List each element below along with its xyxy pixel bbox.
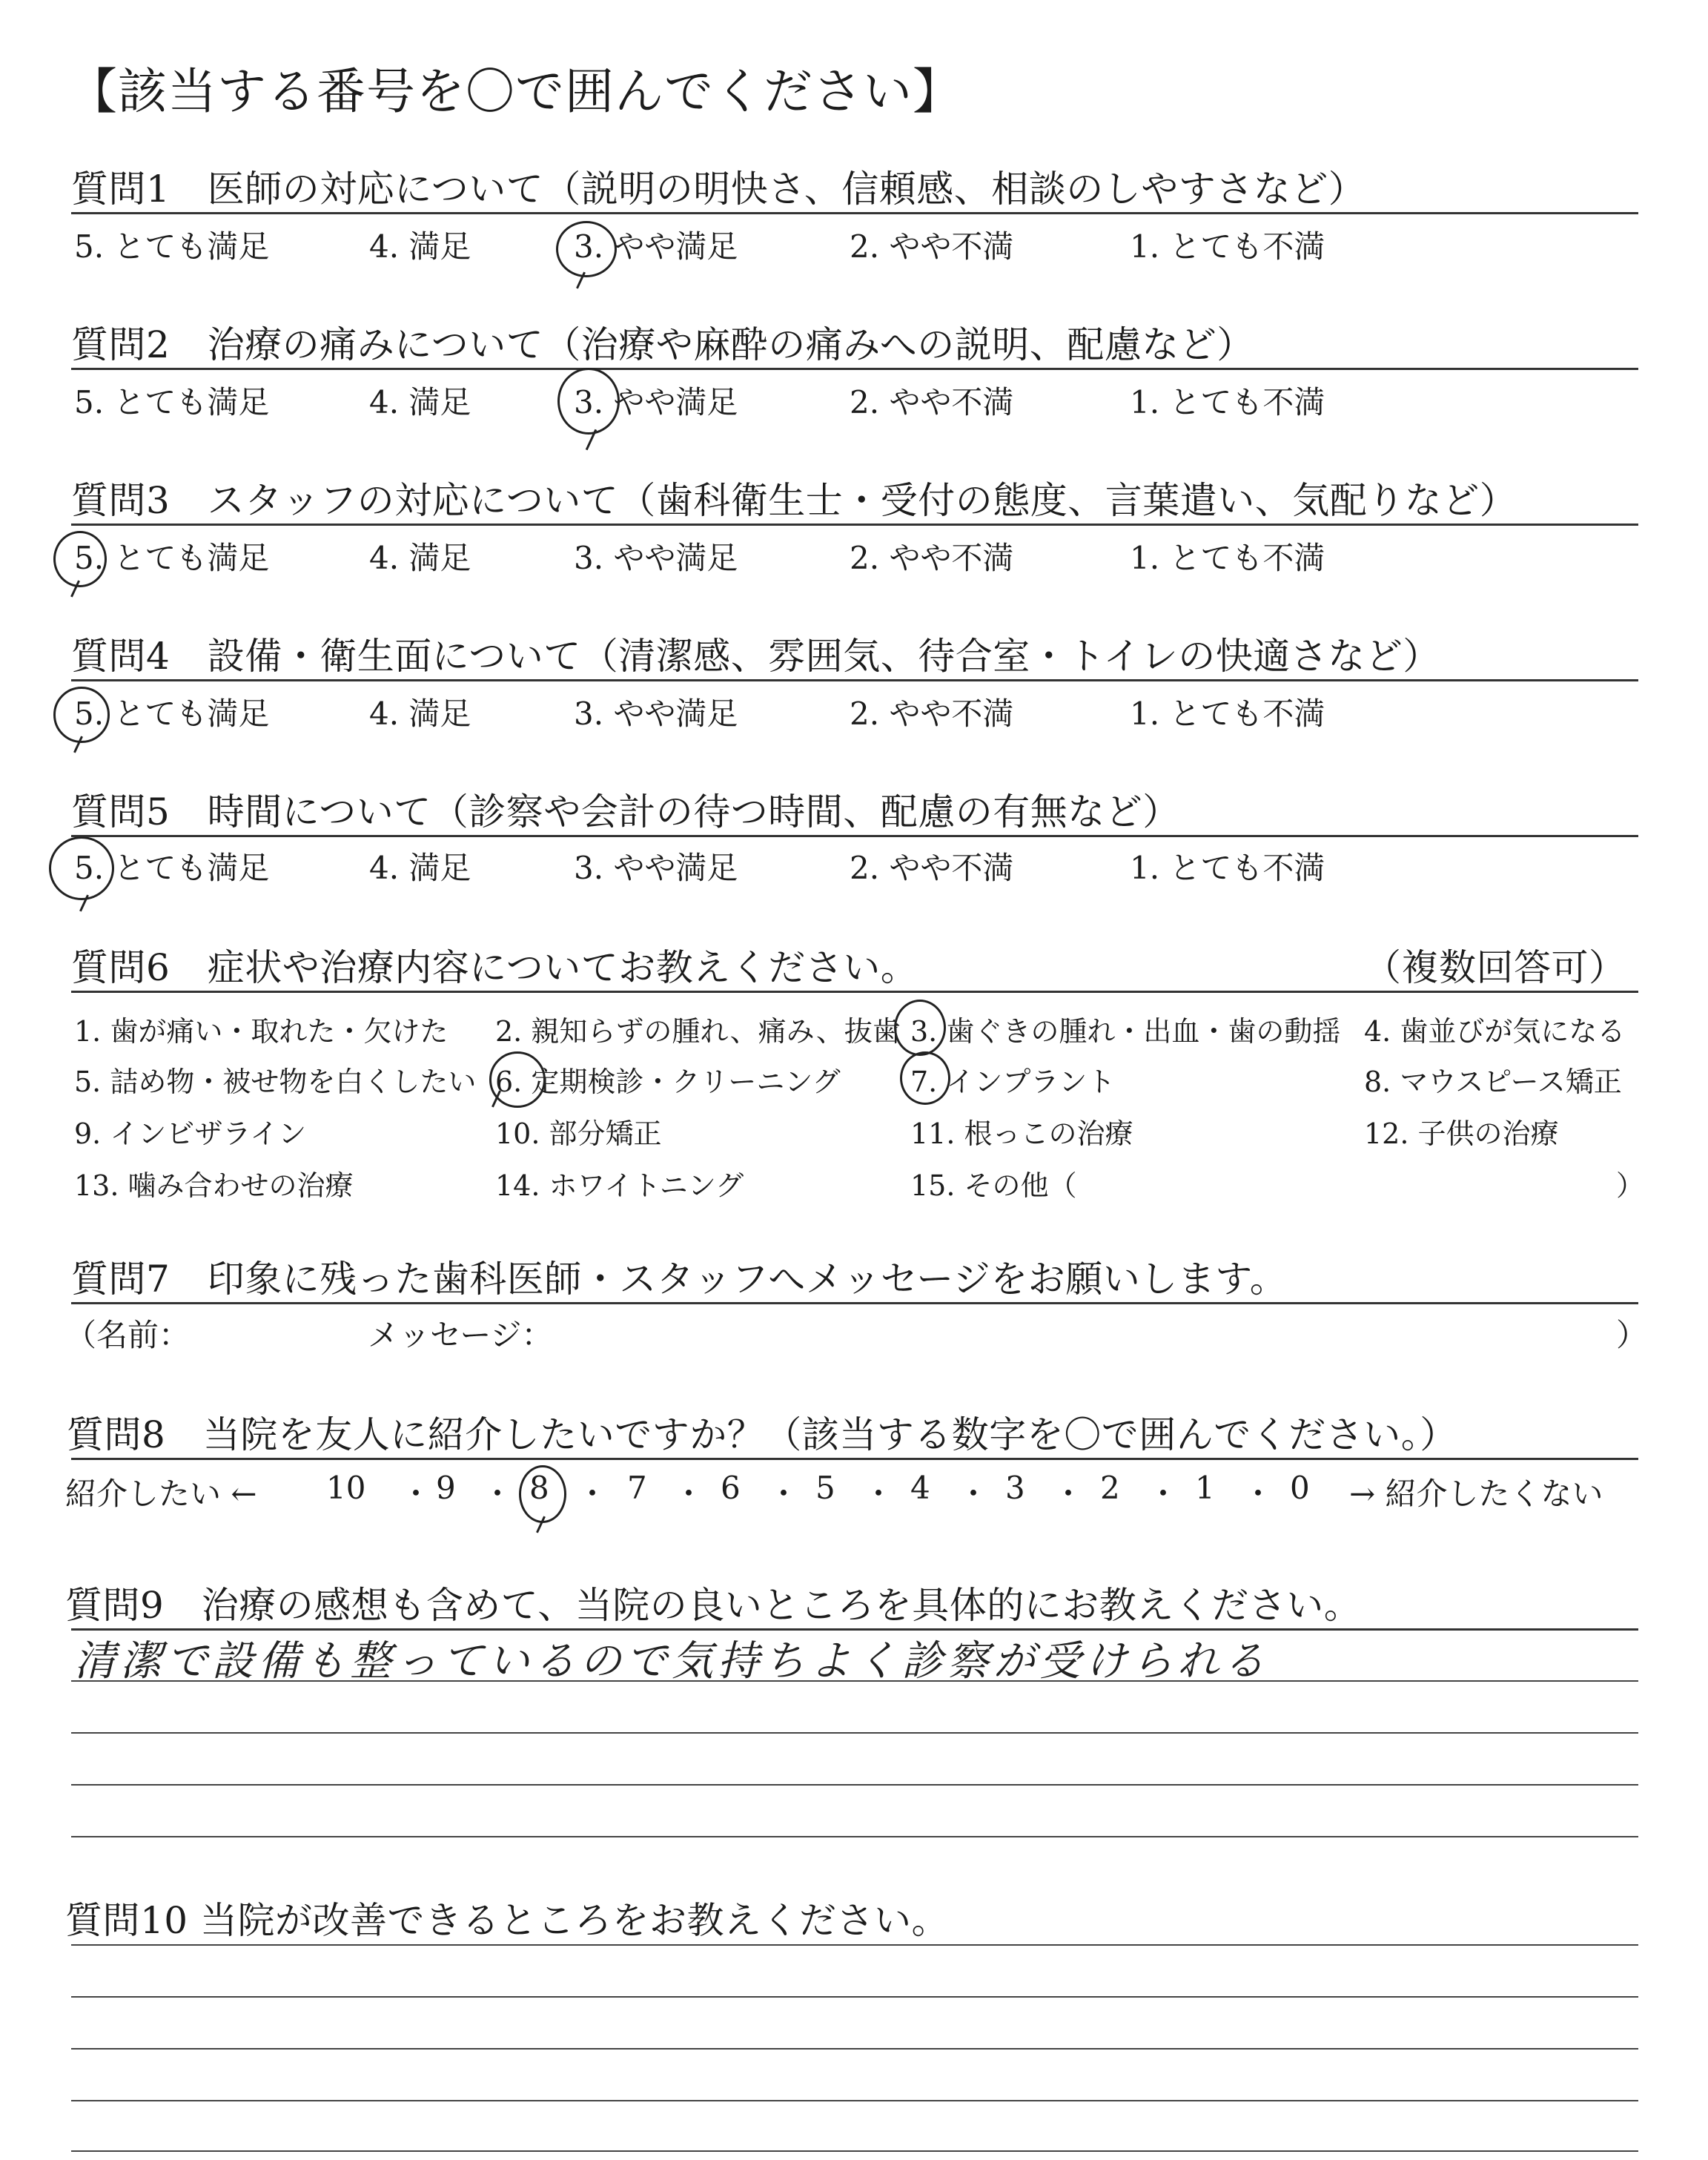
q10-rule-3	[71, 2048, 1638, 2050]
q4-option-3[interactable]: 3. やや満足	[574, 696, 738, 732]
q6-note: （複数回答可）	[1364, 946, 1626, 989]
q4-option-1[interactable]: 1. とても不満	[1130, 696, 1325, 732]
q6-option-10[interactable]: 10. 部分矯正	[495, 1117, 662, 1150]
q6-option-14[interactable]: 14. ホワイトニング	[495, 1169, 744, 1202]
q5-title: 質問5 時間について（診察や会計の待つ時間、配慮の有無など）	[71, 790, 1180, 833]
q5-option-5[interactable]: 5. とても満足	[74, 850, 270, 886]
q6-option-8[interactable]: 8. マウスピース矯正	[1364, 1066, 1622, 1098]
q6-title: 質問6 症状や治療内容についてお教えください。	[71, 946, 918, 989]
q8-score-0[interactable]: 0	[1290, 1470, 1310, 1506]
q1-option-2[interactable]: 2. やや不満	[850, 228, 1014, 265]
q8-sep: ・	[673, 1476, 705, 1512]
q3-option-1[interactable]: 1. とても不満	[1130, 540, 1325, 576]
q8-sep: ・	[1242, 1476, 1274, 1512]
q8-sep: ・	[958, 1476, 990, 1512]
q1-option-4[interactable]: 4. 満足	[369, 228, 471, 265]
q4-option-2[interactable]: 2. やや不満	[850, 696, 1014, 732]
q6-selection-circle-7	[900, 1051, 950, 1105]
q8-score-1[interactable]: 1	[1195, 1470, 1215, 1506]
q6-option-1[interactable]: 1. 歯が痛い・取れた・欠けた	[74, 1015, 448, 1048]
q9-rule-4	[71, 1784, 1638, 1786]
q6-option-9[interactable]: 9. インビザライン	[74, 1117, 307, 1150]
q6-selection-circle-3	[894, 1000, 946, 1056]
q8-score-9[interactable]: 9	[436, 1470, 456, 1506]
q6-option-3[interactable]: 3. 歯ぐきの腫れ・出血・歯の動揺	[910, 1015, 1341, 1048]
q3-rule	[71, 524, 1638, 526]
q10-rule-5	[71, 2150, 1638, 2152]
q3-option-2[interactable]: 2. やや不満	[850, 540, 1014, 576]
q10-rule-1	[71, 1944, 1638, 1946]
q4-rule	[71, 679, 1638, 681]
q2-option-5[interactable]: 5. とても満足	[74, 384, 270, 420]
q8-sep: ・	[400, 1476, 432, 1512]
q8-score-6[interactable]: 6	[721, 1470, 741, 1506]
q3-title: 質問3 スタッフの対応について（歯科衛生士・受付の態度、言葉遣い、気配りなど）	[71, 479, 1517, 522]
q8-score-8[interactable]: 8	[529, 1470, 549, 1506]
q1-title: 質問1 医師の対応について（説明の明快さ、信頼感、相談のしやすさなど）	[71, 168, 1366, 211]
q6-selection-circle-6	[489, 1051, 546, 1108]
q1-option-5[interactable]: 5. とても満足	[74, 228, 270, 265]
q2-option-3[interactable]: 3. やや満足	[574, 384, 738, 420]
q1-option-1[interactable]: 1. とても不満	[1130, 228, 1325, 265]
q2-option-4[interactable]: 4. 満足	[369, 384, 471, 420]
q3-option-5[interactable]: 5. とても満足	[74, 540, 270, 576]
q8-score-10[interactable]: 10	[326, 1470, 366, 1506]
q5-rule	[71, 835, 1638, 837]
q5-option-3[interactable]: 3. やや満足	[574, 850, 738, 886]
q4-option-4[interactable]: 4. 満足	[369, 696, 471, 732]
q5-option-4[interactable]: 4. 満足	[369, 850, 471, 886]
q1-selection-circle	[556, 221, 617, 277]
q3-option-4[interactable]: 4. 満足	[369, 540, 471, 576]
q3-option-3[interactable]: 3. やや満足	[574, 540, 738, 576]
q8-sep: ・	[1053, 1476, 1085, 1512]
q2-option-1[interactable]: 1. とても不満	[1130, 384, 1325, 420]
q8-sep: ・	[768, 1476, 800, 1512]
q6-option-15[interactable]: 15. その他（	[910, 1169, 1077, 1202]
q8-rule	[71, 1458, 1638, 1460]
q2-rule	[71, 368, 1638, 370]
q9-rule-2	[71, 1680, 1638, 1682]
q6-option-11[interactable]: 11. 根っこの治療	[910, 1117, 1133, 1150]
q10-title: 質問10 当院が改善できるところをお教えください。	[65, 1899, 950, 1942]
q6-option-13[interactable]: 13. 噛み合わせの治療	[74, 1169, 354, 1202]
q5-option-2[interactable]: 2. やや不満	[850, 850, 1014, 886]
q9-title: 質問9 治療の感想も含めて、当院の良いところを具体的にお教えください。	[65, 1584, 1362, 1627]
q10-rule-2	[71, 1996, 1638, 1998]
q6-option-2[interactable]: 2. 親知らずの腫れ、痛み、抜歯	[495, 1015, 901, 1048]
q6-option-6[interactable]: 6. 定期検診・クリーニング	[495, 1066, 841, 1098]
q8-score-3[interactable]: 3	[1005, 1470, 1025, 1506]
q6-option-12[interactable]: 12. 子供の治療	[1364, 1117, 1559, 1150]
q8-sep: ・	[1148, 1476, 1179, 1512]
q6-option-7[interactable]: 7. インプラント	[910, 1066, 1116, 1098]
q4-option-5[interactable]: 5. とても満足	[74, 696, 270, 732]
q6-option-5[interactable]: 5. 詰め物・被せ物を白くしたい	[74, 1066, 477, 1098]
q6-other-close-paren: ）	[1616, 1169, 1645, 1202]
q8-sep: ・	[482, 1476, 514, 1512]
q10-rule-4	[71, 2100, 1638, 2101]
q8-score-2[interactable]: 2	[1100, 1470, 1120, 1506]
q7-title: 質問7 印象に残った歯科医師・スタッフへメッセージをお願いします。	[71, 1258, 1288, 1301]
q6-option-4[interactable]: 4. 歯並びが気になる	[1364, 1015, 1626, 1048]
q7-close-paren: ）	[1616, 1317, 1648, 1353]
q1-option-3[interactable]: 3. やや満足	[574, 228, 738, 265]
q8-selection-circle	[519, 1465, 566, 1523]
q8-title: 質問8 当院を友人に紹介したいですか？（該当する数字を〇で囲んでください。）	[67, 1413, 1457, 1456]
q8-sep: ・	[863, 1476, 895, 1512]
q8-right-label: → 紹介したくない	[1349, 1476, 1603, 1512]
q8-left-label: 紹介したい ←	[65, 1476, 257, 1512]
q9-handwritten-answer[interactable]: 清潔で設備も整っているので気持ちよく診察が受けられる	[74, 1637, 1269, 1685]
q7-name-label: （名前：	[65, 1317, 191, 1353]
q2-option-2[interactable]: 2. やや不満	[850, 384, 1014, 420]
q6-rule	[71, 991, 1638, 993]
q9-rule-3	[71, 1732, 1638, 1734]
q2-selection-circle	[557, 368, 620, 435]
q9-rule-5	[71, 1836, 1638, 1837]
q8-score-4[interactable]: 4	[910, 1470, 930, 1506]
form-header: 【該当する番号を〇で囲んでください】	[68, 63, 962, 120]
q3-selection-circle	[53, 531, 107, 587]
q8-sep: ・	[577, 1476, 609, 1512]
q8-score-7[interactable]: 7	[627, 1470, 647, 1506]
q7-rule	[71, 1302, 1638, 1304]
q8-score-5[interactable]: 5	[815, 1470, 835, 1506]
q4-selection-circle	[53, 687, 110, 743]
q7-message-label: メッセージ：	[368, 1317, 553, 1353]
q5-selection-circle	[49, 836, 114, 900]
q1-rule	[71, 212, 1638, 214]
q2-title: 質問2 治療の痛みについて（治療や麻酔の痛みへの説明、配慮など）	[71, 323, 1254, 366]
q4-title: 質問4 設備・衛生面について（清潔感、雰囲気、待合室・トイレの快適さなど）	[71, 635, 1440, 678]
q5-option-1[interactable]: 1. とても不満	[1130, 850, 1325, 886]
